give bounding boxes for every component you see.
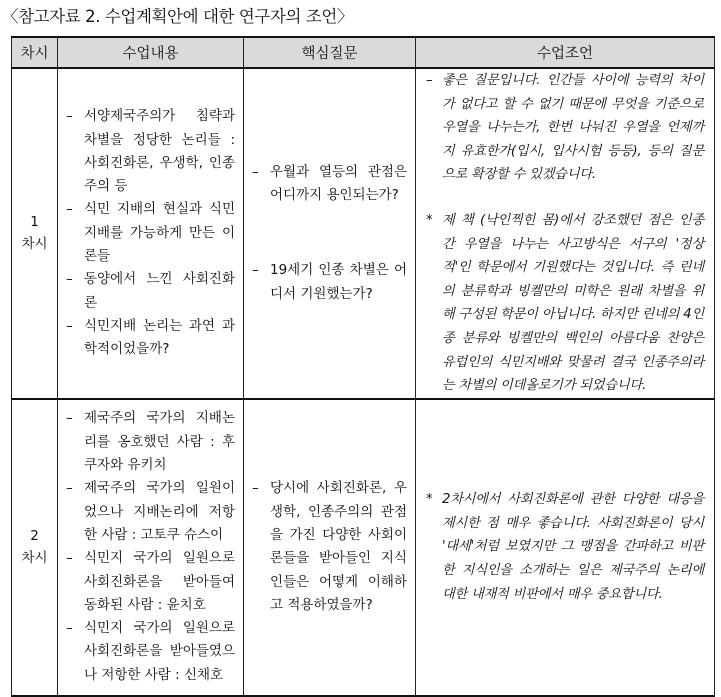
table-row	[12, 68, 715, 399]
header-advice: 수업조언	[416, 37, 715, 68]
question-cell	[244, 399, 416, 696]
list-item: – 식민지배 논리는 과연 과학적이었을까?	[66, 317, 235, 358]
lesson-advice-table	[11, 36, 715, 697]
content-cell	[58, 399, 244, 696]
header-question: 핵심질문	[244, 37, 416, 68]
question-cell	[244, 68, 416, 399]
session-cell	[12, 68, 58, 399]
list-item: – 서양제국주의가 침략과 차별을 정당한 논리들 : 사회진화론, 우생학, 인종주의 등	[66, 108, 235, 195]
list-item: – 식민지 국가의 일원으로 사회진화론을 받아들여 동화된 사람 : 윤치호	[66, 550, 235, 613]
advice-cell	[416, 68, 715, 399]
session-unit: 차시	[21, 550, 48, 567]
session-unit: 차시	[21, 236, 48, 253]
list-item: – 식민지 국가의 일원으로 사회진화론을 받아들였으나 저항한 사람 : 신채호	[66, 620, 235, 683]
list-item: – 동양에서 느낀 사회진화론	[66, 271, 235, 311]
advice-item: * 제 책 (낙인찍힌 몸)에서 강조했던 점은 인종 간 우열을 나누는 사고방식은 서구의 '정상적'인 학문에서 기원했다는 것입니다. 즉 린네의 분류학과 빙켈만의 미학은 원래 차별을 위해 구성된 학문이 아닙니다. 하지만 린네의 4인종 분류와 빙켈만의 백인의 아름다움 찬양은 유럽인의 식민지배와 맞물려 결국 인종주의라는 차별의 이데올로기가 되었습니다.	[426, 212, 704, 394]
table-header-row	[12, 37, 715, 68]
header-session: 차시	[12, 37, 58, 68]
list-item: – 19세기 인종 차별은 어디서 기원했는가?	[252, 262, 407, 302]
list-item: – 식민 지배의 현실과 식민지배를 가능하게 만든 이론들	[66, 201, 235, 264]
session-cell	[12, 399, 58, 696]
advice-item: * 2차시에서 사회진화론에 관한 다양한 대응을 제시한 점 매우 좋습니다. 사회진화론이 당시 '대세'처럼 보였지만 그 맹점을 간파하고 비판한 지식인을 소개하는 일은 제국주의 논리에 대한 내재적 비판에서 매우 중요합니다.	[426, 492, 704, 602]
list-item: – 제국주의 국가의 지배논리를 옹호했던 사람 : 후쿠자와 유키치	[66, 410, 235, 474]
session-number: 2	[30, 528, 39, 545]
session-number: 1	[30, 214, 39, 231]
document-title: 〈참고자료 2. 수업계획안에 대한 연구자의 조언〉	[2, 7, 354, 26]
table-row	[12, 399, 715, 696]
list-item: – 제국주의 국가의 일원이었으나 지배논리에 저항한 사람 : 고토쿠 슈스이	[66, 480, 235, 543]
list-item: – 당시에 사회진화론, 우생학, 인종주의의 관점을 가진 다양한 사회이론들을 받아들인 지식인들은 어떻게 이해하고 적용하였을까?	[252, 480, 407, 613]
advice-item: – 좋은 질문입니다. 인간들 사이에 능력의 차이가 없다고 할 수 없기 때문에 무엇을 기준으로 우열을 나누는가, 한번 나눠진 우열을 언제까지 유효한가(입시, 입사시험 등등), 등의 질문으로 확장할 수 있겠습니다.	[426, 73, 704, 183]
header-content: 수업내용	[58, 37, 244, 68]
advice-cell	[416, 399, 715, 696]
content-cell	[58, 68, 244, 399]
list-item: – 우월과 열등의 관점은 어디까지 용인되는가?	[252, 163, 407, 204]
